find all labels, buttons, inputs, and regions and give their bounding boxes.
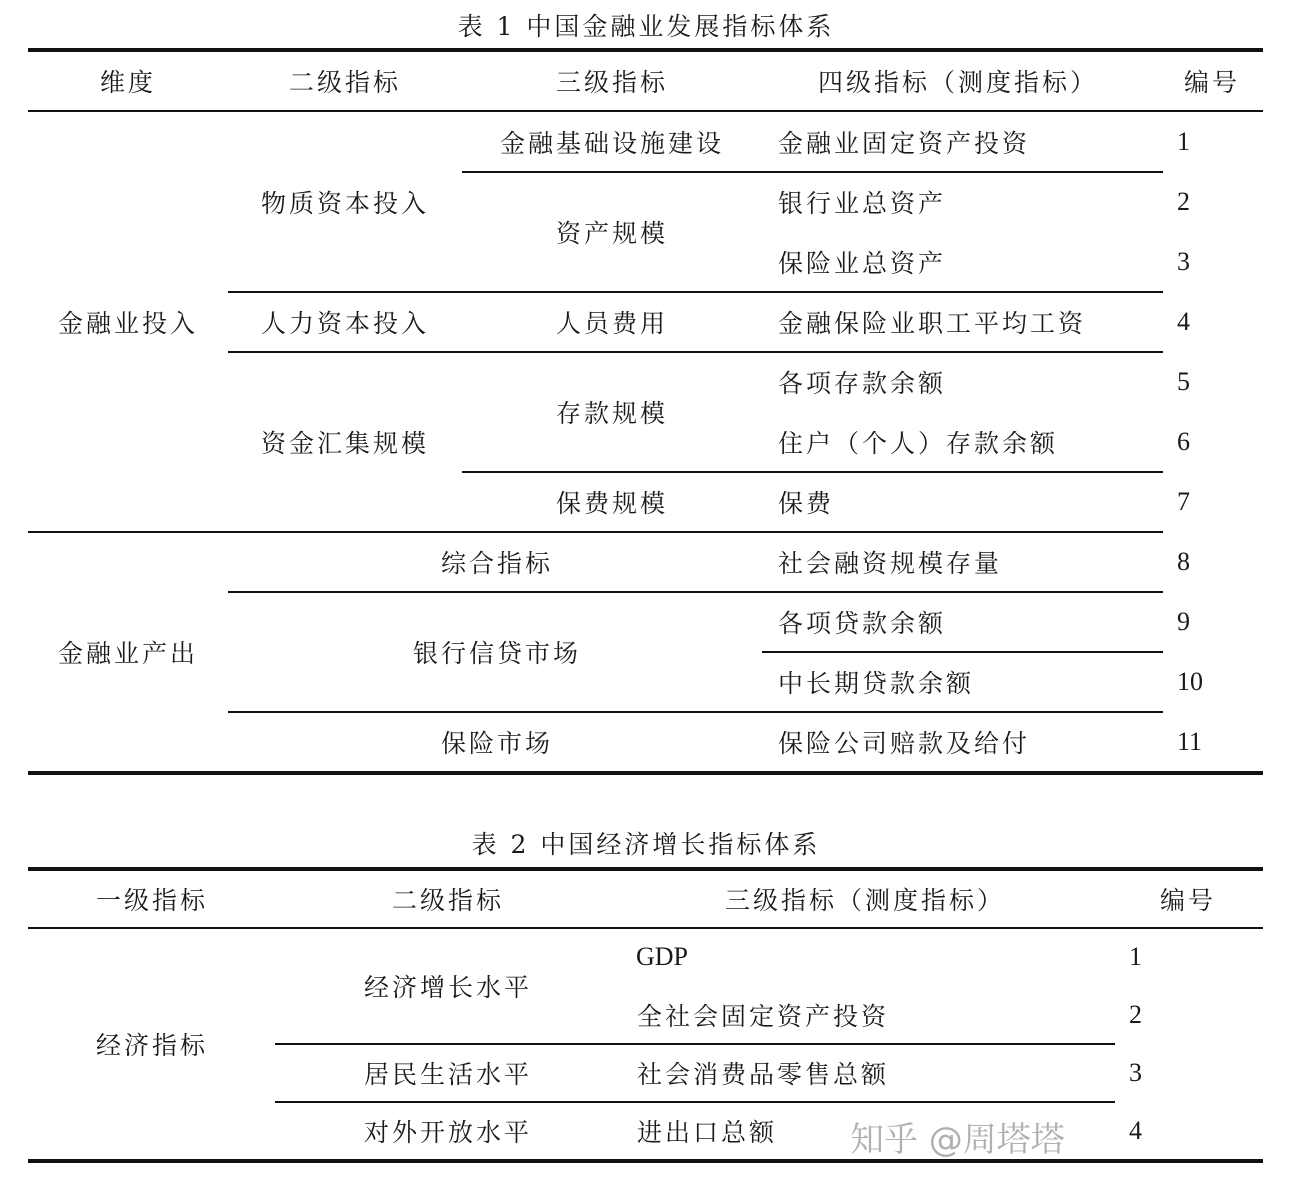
- table2-level3: 进出口总额: [637, 1118, 778, 1147]
- table1-number: 10: [1177, 667, 1203, 696]
- table2-level2: 居民生活水平: [363, 1060, 533, 1089]
- table1-top-rule: [28, 48, 1263, 52]
- table1-number: 1: [1177, 127, 1190, 156]
- table2-caption: 表 2 中国经济增长指标体系: [471, 830, 821, 859]
- table1-bottom-rule: [28, 771, 1263, 775]
- table1-level2: 资金汇集规模: [260, 429, 430, 458]
- table1-level4: 住户（个人）存款余额: [778, 429, 1059, 458]
- table1-divider: [228, 351, 1163, 353]
- table2-header-level3: 三级指标（测度指标）: [724, 886, 1006, 915]
- table1-number: 4: [1177, 307, 1190, 336]
- table1-level2: 银行信贷市场: [412, 639, 582, 668]
- table1-header-level2: 二级指标: [288, 68, 402, 97]
- table1-level4: 金融业固定资产投资: [778, 129, 1031, 158]
- table2-number: 3: [1129, 1058, 1142, 1087]
- table1-number: 9: [1177, 607, 1190, 636]
- table1-header-dimension: 维度: [99, 68, 157, 97]
- table2-level3: 社会消费品零售总额: [637, 1060, 890, 1089]
- table2-level2: 对外开放水平: [363, 1118, 533, 1147]
- table1-level2: 综合指标: [440, 549, 554, 578]
- table1-number: 7: [1177, 487, 1190, 516]
- table1-level3: 金融基础设施建设: [499, 129, 725, 158]
- table1-level4: 中长期贷款余额: [778, 669, 975, 698]
- table1-level2: 人力资本投入: [260, 309, 430, 338]
- table1-number: 2: [1177, 187, 1190, 216]
- table1-divider: [462, 171, 1163, 173]
- table1-header-rule: [28, 110, 1263, 112]
- table2-header-level1: 一级指标: [95, 886, 209, 915]
- table1-level4: 金融保险业职工平均工资: [778, 309, 1087, 338]
- table2-divider: [275, 1101, 1115, 1103]
- table1-number: 6: [1177, 427, 1190, 456]
- table2-top-rule: [28, 867, 1263, 871]
- table1-number: 3: [1177, 247, 1190, 276]
- table2-header-level2: 二级指标: [391, 886, 505, 915]
- table1-level2: 保险市场: [440, 729, 554, 758]
- table1-level4: 银行业总资产: [778, 189, 947, 218]
- table1-level3: 存款规模: [555, 399, 669, 428]
- table1-level3: 人员费用: [555, 309, 669, 338]
- watermark: 知乎 @周塔塔: [850, 1120, 1065, 1160]
- table1-header-number: 编号: [1183, 68, 1241, 97]
- table1-level4: 各项存款余额: [778, 369, 947, 398]
- table1-dimension: 金融业投入: [57, 309, 199, 338]
- table2-level1: 经济指标: [95, 1031, 209, 1060]
- table2-level3: 全社会固定资产投资: [637, 1002, 890, 1031]
- table1-divider: [228, 291, 1163, 293]
- table2-level2: 经济增长水平: [363, 973, 533, 1002]
- table1-divider: [228, 591, 1163, 593]
- table1-divider: [462, 471, 1163, 473]
- table1-level3: 资产规模: [555, 219, 669, 248]
- table2-bottom-rule: [28, 1159, 1263, 1163]
- table1-header-level4: 四级指标（测度指标）: [817, 68, 1099, 97]
- table2-divider: [275, 1043, 1115, 1045]
- table1-number: 11: [1177, 727, 1203, 756]
- table1-level4: 保险业总资产: [778, 249, 947, 278]
- table2-number: 1: [1129, 942, 1142, 971]
- table1-level2: 物质资本投入: [260, 189, 430, 218]
- table1-number: 5: [1177, 367, 1190, 396]
- table2-number: 2: [1129, 1000, 1142, 1029]
- table1-level4: 保险公司赔款及给付: [778, 729, 1031, 758]
- table1-divider: [228, 711, 1163, 713]
- table1-divider: [762, 651, 1163, 653]
- table2-header-number: 编号: [1159, 886, 1217, 915]
- table1-number: 8: [1177, 547, 1190, 576]
- table1-divider: [28, 531, 1163, 533]
- table1-caption: 表 1 中国金融业发展指标体系: [457, 12, 835, 41]
- table1-header-level3: 三级指标: [555, 68, 669, 97]
- table1-level4: 社会融资规模存量: [778, 549, 1003, 578]
- table2-level3: GDP: [636, 942, 689, 971]
- table1-level4: 保费: [778, 489, 835, 518]
- table1-level4: 各项贷款余额: [778, 609, 947, 638]
- table2-header-rule: [28, 927, 1263, 929]
- table1-dimension: 金融业产出: [57, 639, 199, 668]
- table2-number: 4: [1129, 1116, 1142, 1145]
- table1-level3: 保费规模: [555, 489, 669, 518]
